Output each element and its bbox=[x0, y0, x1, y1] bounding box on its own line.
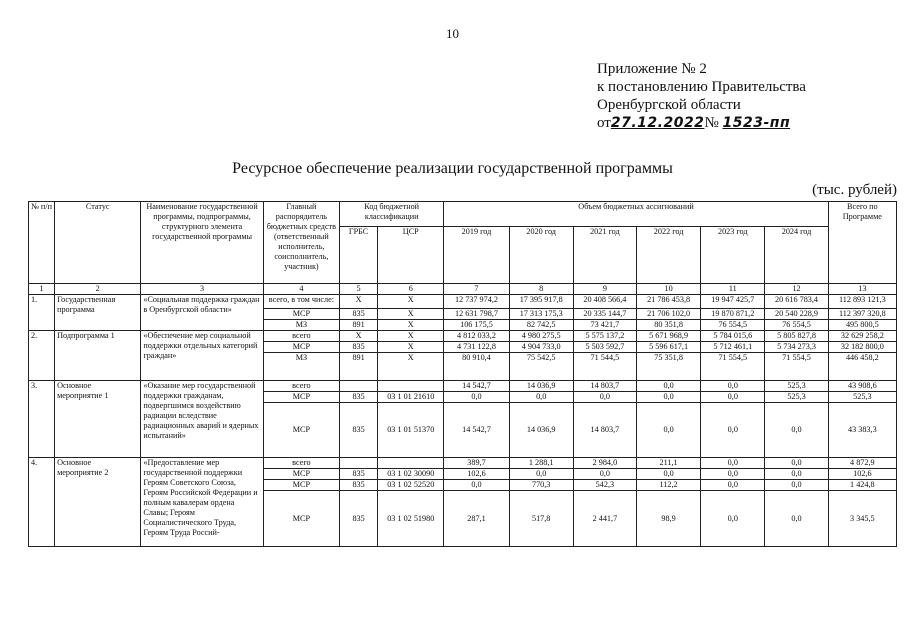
csr-cell: 03 1 02 52520 bbox=[378, 480, 444, 491]
name-cell: «Оказание мер государственной поддержки гражданам, подвергшимся воздействию радиации вследствие радиационных аварий и ядерных испытаний» bbox=[141, 381, 263, 458]
total-cell: 32 629 258,2 bbox=[828, 331, 896, 342]
num-cell: 3. bbox=[29, 381, 55, 458]
value-cell: 80 910,4 bbox=[444, 353, 509, 381]
value-cell: 76 554,5 bbox=[765, 320, 828, 331]
grbs-cell: 891 bbox=[340, 320, 378, 331]
header-total: Всего по Программе bbox=[828, 202, 896, 284]
value-cell: 0,0 bbox=[509, 469, 573, 480]
column-index-cell: 1 bbox=[29, 284, 55, 295]
executor-cell: МСР bbox=[263, 342, 339, 353]
total-cell: 43 383,3 bbox=[828, 403, 896, 458]
executor-cell: всего bbox=[263, 331, 339, 342]
column-index-row bbox=[29, 284, 897, 295]
num-cell: 2. bbox=[29, 331, 55, 381]
value-cell: 112,2 bbox=[636, 480, 700, 491]
value-cell: 20 616 783,4 bbox=[765, 295, 828, 309]
header-year: 2023 год bbox=[701, 227, 765, 284]
value-cell: 17 395 917,8 bbox=[509, 295, 573, 309]
total-cell: 495 800,5 bbox=[828, 320, 896, 331]
value-cell: 14 803,7 bbox=[573, 381, 636, 392]
value-cell: 5 712 461,1 bbox=[701, 342, 765, 353]
value-cell: 19 870 871,2 bbox=[701, 309, 765, 320]
appendix-line-2: к постановлению Правительства bbox=[597, 79, 806, 95]
value-cell: 525,3 bbox=[765, 392, 828, 403]
num-cell: 4. bbox=[29, 458, 55, 547]
header-grbs: ГРБС bbox=[340, 227, 378, 284]
csr-cell: 03 1 02 51980 bbox=[378, 491, 444, 547]
value-cell: 542,3 bbox=[573, 480, 636, 491]
column-index-cell: 11 bbox=[701, 284, 765, 295]
total-cell: 1 424,8 bbox=[828, 480, 896, 491]
column-index-cell: 6 bbox=[378, 284, 444, 295]
value-cell: 0,0 bbox=[573, 392, 636, 403]
csr-cell: Х bbox=[378, 331, 444, 342]
value-cell: 0,0 bbox=[636, 392, 700, 403]
value-cell: 17 313 175,3 bbox=[509, 309, 573, 320]
value-cell: 0,0 bbox=[765, 403, 828, 458]
value-cell: 98,9 bbox=[636, 491, 700, 547]
value-cell: 4 731 122,8 bbox=[444, 342, 509, 353]
grbs-cell: 835 bbox=[340, 342, 378, 353]
value-cell: 14 542,7 bbox=[444, 403, 509, 458]
column-index-cell: 4 bbox=[263, 284, 339, 295]
executor-cell: МЗ bbox=[263, 320, 339, 331]
total-cell: 3 345,5 bbox=[828, 491, 896, 547]
grbs-cell: 835 bbox=[340, 480, 378, 491]
table-row bbox=[29, 331, 897, 342]
header-year: 2021 год bbox=[573, 227, 636, 284]
csr-cell: Х bbox=[378, 353, 444, 381]
value-cell: 0,0 bbox=[636, 381, 700, 392]
status-cell: Подпрограмма 1 bbox=[55, 331, 141, 381]
value-cell: 71 554,5 bbox=[701, 353, 765, 381]
value-cell: 20 540 228,9 bbox=[765, 309, 828, 320]
column-index-cell: 8 bbox=[509, 284, 573, 295]
value-cell: 82 742,5 bbox=[509, 320, 573, 331]
appendix-date-line bbox=[597, 114, 806, 132]
value-cell: 12 737 974,2 bbox=[444, 295, 509, 309]
value-cell: 102,6 bbox=[444, 469, 509, 480]
header-grbs-main: Главный распорядитель бюджетных средств (ответственный исполнитель, соисполнитель, участник) bbox=[263, 202, 339, 284]
value-cell: 0,0 bbox=[701, 458, 765, 469]
table-row bbox=[29, 458, 897, 469]
column-index-cell: 5 bbox=[340, 284, 378, 295]
status-cell: Основное мероприятие 1 bbox=[55, 381, 141, 458]
value-cell: 20 408 566,4 bbox=[573, 295, 636, 309]
value-cell: 2 984,0 bbox=[573, 458, 636, 469]
header-year: 2022 год bbox=[636, 227, 700, 284]
value-cell: 4 904 733,0 bbox=[509, 342, 573, 353]
csr-cell bbox=[378, 458, 444, 469]
value-cell: 20 335 144,7 bbox=[573, 309, 636, 320]
value-cell: 5 575 137,2 bbox=[573, 331, 636, 342]
value-cell: 0,0 bbox=[509, 392, 573, 403]
handwritten-date: 27.12.2022 bbox=[610, 115, 705, 131]
table-body bbox=[29, 284, 897, 547]
value-cell: 80 351,8 bbox=[636, 320, 700, 331]
executor-cell: МСР bbox=[263, 491, 339, 547]
value-cell: 5 596 617,1 bbox=[636, 342, 700, 353]
value-cell: 0,0 bbox=[765, 491, 828, 547]
status-cell: Государственная программа bbox=[55, 295, 141, 331]
grbs-cell: 835 bbox=[340, 392, 378, 403]
name-cell: «Предоставление мер государственной поддержки Героям Советского Союза, Героям Российской Федерации и полным кавалерам ордена Славы; Героям Социалистического Труда, Героям Труда Россий- bbox=[141, 458, 263, 547]
header-status: Статус bbox=[55, 202, 141, 284]
from-prefix: от bbox=[597, 115, 611, 131]
executor-cell: МСР bbox=[263, 309, 339, 320]
column-index-cell: 13 bbox=[828, 284, 896, 295]
num-cell: 1. bbox=[29, 295, 55, 331]
header-name: Наименование государственной программы, подпрограммы, структурного элемента государственной программы bbox=[141, 202, 263, 284]
page-number: 10 bbox=[446, 26, 459, 41]
total-cell: 525,3 bbox=[828, 392, 896, 403]
value-cell: 14 803,7 bbox=[573, 403, 636, 458]
value-cell: 0,0 bbox=[701, 491, 765, 547]
header-num: № п/п bbox=[29, 202, 55, 284]
status-cell: Основное мероприятие 2 bbox=[55, 458, 141, 547]
number-prefix: № bbox=[704, 115, 719, 131]
executor-cell: МЗ bbox=[263, 353, 339, 381]
total-cell: 4 872,9 bbox=[828, 458, 896, 469]
value-cell: 14 542,7 bbox=[444, 381, 509, 392]
value-cell: 106 175,5 bbox=[444, 320, 509, 331]
executor-cell: МСР bbox=[263, 392, 339, 403]
value-cell: 0,0 bbox=[701, 403, 765, 458]
value-cell: 0,0 bbox=[765, 480, 828, 491]
header-year: 2024 год bbox=[765, 227, 828, 284]
csr-cell: Х bbox=[378, 295, 444, 309]
column-index-cell: 12 bbox=[765, 284, 828, 295]
executor-cell: всего bbox=[263, 381, 339, 392]
grbs-cell: 835 bbox=[340, 403, 378, 458]
csr-cell: 03 1 02 30090 bbox=[378, 469, 444, 480]
grbs-cell bbox=[340, 458, 378, 469]
value-cell: 5 734 273,3 bbox=[765, 342, 828, 353]
value-cell: 4 812 033,2 bbox=[444, 331, 509, 342]
value-cell: 2 441,7 bbox=[573, 491, 636, 547]
value-cell: 389,7 bbox=[444, 458, 509, 469]
header-code: Код бюджетной классификации bbox=[340, 202, 444, 227]
value-cell: 770,3 bbox=[509, 480, 573, 491]
value-cell: 5 805 827,8 bbox=[765, 331, 828, 342]
value-cell: 5 784 015,6 bbox=[701, 331, 765, 342]
column-index-cell: 2 bbox=[55, 284, 141, 295]
value-cell: 5 671 968,9 bbox=[636, 331, 700, 342]
csr-cell: Х bbox=[378, 320, 444, 331]
value-cell: 76 554,5 bbox=[701, 320, 765, 331]
value-cell: 211,1 bbox=[636, 458, 700, 469]
table-row bbox=[29, 295, 897, 309]
total-cell: 32 182 800,0 bbox=[828, 342, 896, 353]
value-cell: 71 554,5 bbox=[765, 353, 828, 381]
name-cell: «Социальная поддержка граждан в Оренбургской области» bbox=[141, 295, 263, 331]
value-cell: 71 544,5 bbox=[573, 353, 636, 381]
grbs-cell: Х bbox=[340, 331, 378, 342]
value-cell: 19 947 425,7 bbox=[701, 295, 765, 309]
value-cell: 0,0 bbox=[636, 469, 700, 480]
value-cell: 0,0 bbox=[444, 392, 509, 403]
value-cell: 525,3 bbox=[765, 381, 828, 392]
resource-table bbox=[28, 201, 897, 547]
value-cell: 14 036,9 bbox=[509, 403, 573, 458]
value-cell: 517,8 bbox=[509, 491, 573, 547]
value-cell: 0,0 bbox=[701, 469, 765, 480]
executor-cell: всего, в том числе: bbox=[263, 295, 339, 309]
value-cell: 287,1 bbox=[444, 491, 509, 547]
value-cell: 12 631 798,7 bbox=[444, 309, 509, 320]
csr-cell: Х bbox=[378, 309, 444, 320]
units-label: (тыс. рублей) bbox=[812, 182, 897, 198]
value-cell: 75 351,8 bbox=[636, 353, 700, 381]
appendix-line-3: Оренбургской области bbox=[597, 97, 741, 113]
value-cell: 5 503 592,7 bbox=[573, 342, 636, 353]
grbs-cell: 891 bbox=[340, 353, 378, 381]
table-row bbox=[29, 381, 897, 392]
name-cell: «Обеспечение мер социальной поддержки отдельных категорий граждан» bbox=[141, 331, 263, 381]
column-index-cell: 7 bbox=[444, 284, 509, 295]
total-cell: 102,6 bbox=[828, 469, 896, 480]
executor-cell: МСР bbox=[263, 480, 339, 491]
value-cell: 0,0 bbox=[444, 480, 509, 491]
csr-cell: Х bbox=[378, 342, 444, 353]
value-cell: 21 786 453,8 bbox=[636, 295, 700, 309]
value-cell: 0,0 bbox=[636, 403, 700, 458]
executor-cell: МСР bbox=[263, 403, 339, 458]
grbs-cell bbox=[340, 381, 378, 392]
executor-cell: всего bbox=[263, 458, 339, 469]
grbs-cell: 835 bbox=[340, 491, 378, 547]
column-index-cell: 9 bbox=[573, 284, 636, 295]
grbs-cell: 835 bbox=[340, 469, 378, 480]
value-cell: 73 421,7 bbox=[573, 320, 636, 331]
value-cell: 0,0 bbox=[701, 381, 765, 392]
table-header bbox=[29, 202, 897, 284]
column-index-cell: 3 bbox=[141, 284, 263, 295]
total-cell: 43 908,6 bbox=[828, 381, 896, 392]
header-volume: Объем бюджетных ассигнований bbox=[444, 202, 828, 227]
total-cell: 112 397 320,8 bbox=[828, 309, 896, 320]
value-cell: 0,0 bbox=[701, 392, 765, 403]
csr-cell bbox=[378, 381, 444, 392]
grbs-cell: 835 bbox=[340, 309, 378, 320]
value-cell: 0,0 bbox=[701, 480, 765, 491]
total-cell: 112 893 121,3 bbox=[828, 295, 896, 309]
value-cell: 21 706 102,0 bbox=[636, 309, 700, 320]
appendix-block bbox=[597, 60, 806, 132]
column-index-cell: 10 bbox=[636, 284, 700, 295]
value-cell: 0,0 bbox=[573, 469, 636, 480]
value-cell: 14 036,9 bbox=[509, 381, 573, 392]
grbs-cell: Х bbox=[340, 295, 378, 309]
csr-cell: 03 1 01 21610 bbox=[378, 392, 444, 403]
total-cell: 446 458,2 bbox=[828, 353, 896, 381]
document-title: Ресурсное обеспечение реализации государственной программы bbox=[232, 160, 673, 177]
header-year: 2019 год bbox=[444, 227, 509, 284]
value-cell: 75 542,5 bbox=[509, 353, 573, 381]
header-csr: ЦСР bbox=[378, 227, 444, 284]
value-cell: 0,0 bbox=[765, 469, 828, 480]
handwritten-number: 1523-пп bbox=[722, 115, 791, 131]
csr-cell: 03 1 01 51370 bbox=[378, 403, 444, 458]
header-year: 2020 год bbox=[509, 227, 573, 284]
value-cell: 4 980 275,5 bbox=[509, 331, 573, 342]
value-cell: 1 288,1 bbox=[509, 458, 573, 469]
value-cell: 0,0 bbox=[765, 458, 828, 469]
executor-cell: МСР bbox=[263, 469, 339, 480]
appendix-line-1: Приложение № 2 bbox=[597, 61, 707, 77]
